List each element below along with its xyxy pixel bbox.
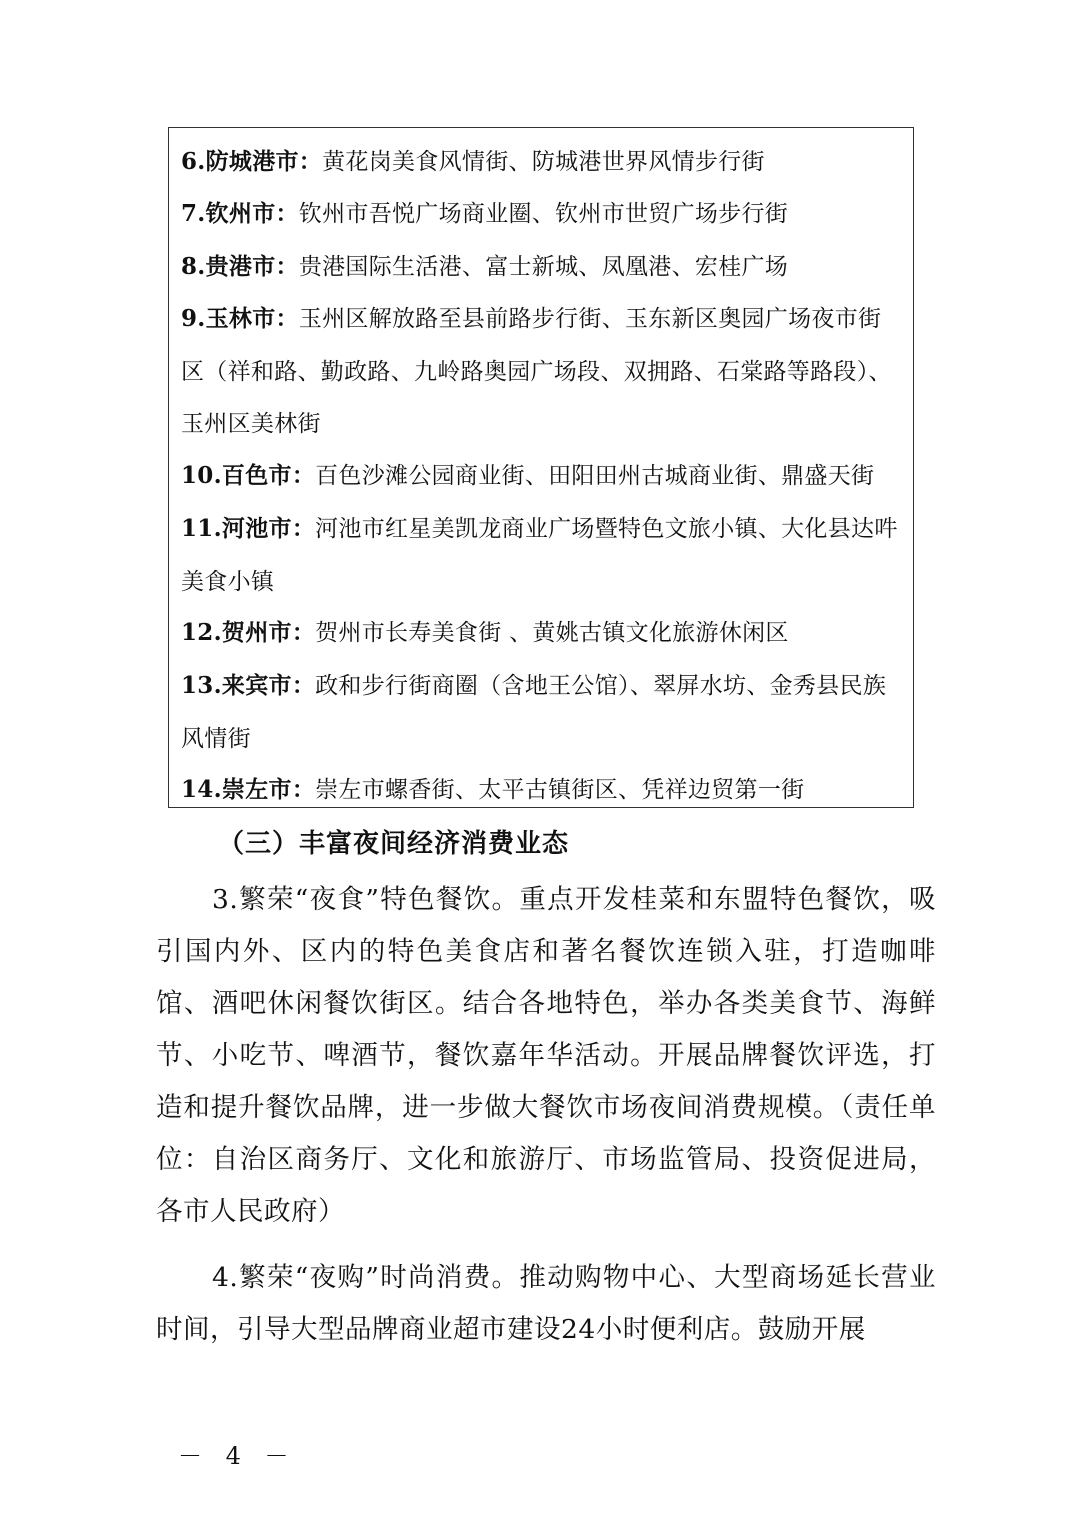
city-entry bbox=[181, 136, 903, 189]
city-name: 10.百色市： bbox=[181, 462, 316, 489]
city-entry bbox=[181, 764, 903, 817]
city-name: 8.贵港市： bbox=[181, 253, 299, 280]
city-entry bbox=[181, 660, 903, 765]
body-paragraph: 3.繁荣“夜食”特色餐饮。重点开发桂菜和东盟特色餐饮，吸引国内外、区内的特色美食店和著名餐饮连锁入驻，打造咖啡馆、酒吧休闲餐饮街区。结合各地特色，举办各类美食节、海鲜节、小吃节、啤酒节，餐饮嘉年华活动。开展品牌餐饮评选，打造和提升餐饮品牌，进一步做大餐饮市场夜间消费规模。（责任单位：自治区商务厅、文化和旅游厅、市场监管局、投资促进局，各市人民政府） bbox=[156, 884, 936, 1227]
city-places: 百色沙滩公园商业街、田阳田州古城商业街、鼎盛天街 bbox=[315, 463, 875, 489]
city-name: 6.防城港市： bbox=[181, 148, 323, 175]
city-name: 12.贺州市： bbox=[181, 619, 316, 646]
city-name: 11.河池市： bbox=[181, 515, 316, 542]
city-places: 黄花岗美食风情街、防城港世界风情步行街 bbox=[322, 149, 765, 175]
city-list-box bbox=[168, 127, 914, 808]
city-entry bbox=[181, 293, 903, 451]
city-entry bbox=[181, 607, 903, 660]
city-name: 9.玉林市： bbox=[181, 305, 299, 332]
city-entry bbox=[181, 503, 903, 608]
city-places: 玉州区解放路至县前路步行街、玉东新区奥园广场夜市街区（祥和路、勤政路、九岭路奥园广场段、双拥路、石棠路等路段）、玉州区美林街 bbox=[181, 306, 892, 437]
city-places: 崇左市螺香街、太平古镇街区、凭祥边贸第一街 bbox=[315, 777, 805, 803]
city-places: 贵港国际生活港、富士新城、凤凰港、宏桂广场 bbox=[298, 254, 789, 280]
city-places: 河池市红星美凯龙商业广场暨特色文旅小镇、大化县达吽美食小镇 bbox=[181, 516, 898, 595]
city-entry bbox=[181, 450, 903, 503]
city-places: 政和步行街商圈（含地王公馆）、翠屏水坊、金秀县民族风情街 bbox=[181, 673, 887, 752]
body-paragraph: 4.繁荣“夜购”时尚消费。推动购物中心、大型商场延长营业时间，引导大型品牌商业超市建设24小时便利店。鼓励开展 bbox=[156, 1262, 936, 1345]
city-places: 贺州市长寿美食街 、黄姚古镇文化旅游休闲区 bbox=[315, 620, 789, 646]
city-entry bbox=[181, 241, 903, 294]
section-heading: （三）丰富夜间经济消费业态 bbox=[218, 829, 570, 859]
city-name: 14.崇左市： bbox=[181, 776, 316, 803]
page-number: － 4 － bbox=[178, 1442, 297, 1470]
city-name: 13.来宾市： bbox=[181, 672, 316, 699]
city-name: 7.钦州市： bbox=[181, 200, 299, 227]
city-places: 钦州市吾悦广场商业圈、钦州市世贸广场步行街 bbox=[298, 201, 789, 227]
city-entry bbox=[181, 188, 903, 241]
